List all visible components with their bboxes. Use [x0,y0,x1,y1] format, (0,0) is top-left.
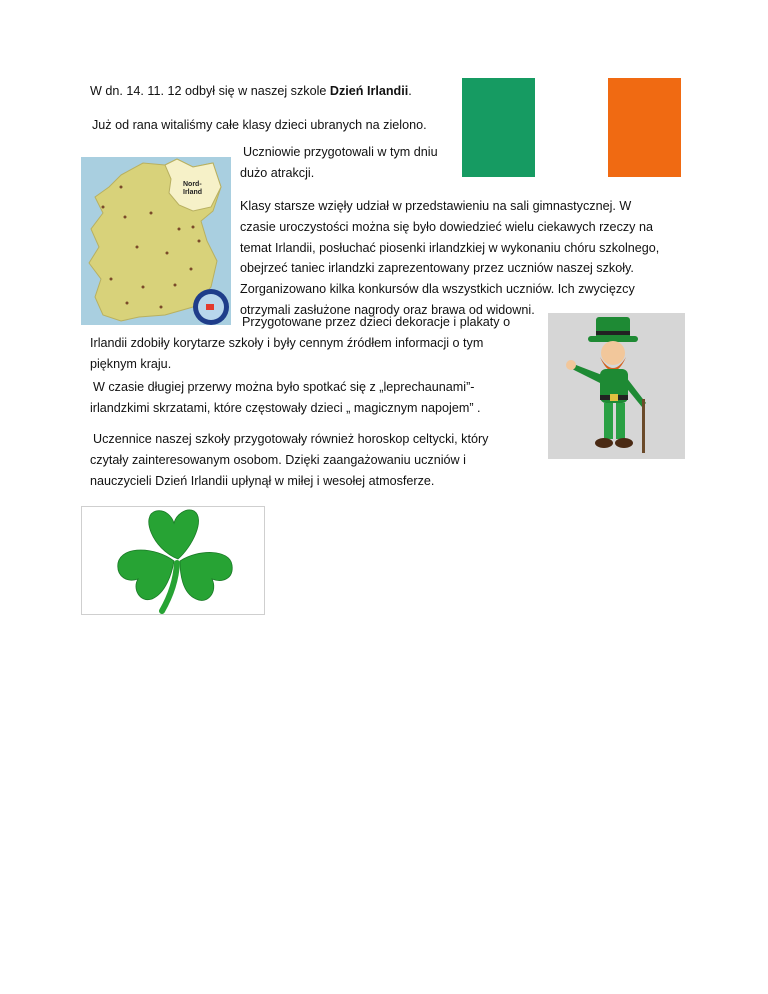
irish-flag-image [462,78,681,177]
paragraph-performance [240,196,659,321]
map-label-north-ireland: Nord- Irland [183,181,203,196]
intro-text-after: . [408,84,412,98]
paragraph-leprechauns [90,377,481,419]
text-line: W czasie długiej przerwy można było spotkać się z „leprechaunami”- [93,380,475,394]
text-line: otrzymali zasłużone nagrody oraz brawa od widowni. [240,302,535,317]
text-line: Przygotowane przez dzieci dekoracje i plakaty o [242,315,511,329]
flag-orange-stripe [608,78,681,177]
text-line: Uczniowie przygotowali w tym dniu [243,145,438,159]
text-line: Klasy starsze wzięły udział w przedstawieniu na sali gimnastycznej. W [240,199,632,213]
ireland-map-image [81,157,231,325]
text-line: pięknym kraju. [90,356,172,371]
flag-white-stripe [535,78,608,177]
paragraph-intro [90,81,412,102]
text-line: Uczennice naszej szkoły przygotowały również horoskop celtycki, który [93,432,489,446]
text-line: nauczycieli Dzień Irlandii upłynął w miłej i wesołej atmosferze. [90,473,435,488]
shamrock-image [81,506,265,615]
text-line: czytały zainteresowanym osobom. Dzięki zaangażowaniu uczniów i [90,452,466,467]
shamrock-graphic [82,507,265,615]
flag-green-stripe [462,78,535,177]
paragraph-attractions [240,142,438,184]
text-line: Zorganizowano kilka konkursów dla wszystkich uczniów. Ich zwycięzcy [240,282,635,297]
text-line: dużo atrakcji. [240,165,315,180]
paragraph-decorations [90,312,510,374]
text-line: Irlandii zdobiły korytarze szkoły i były cennym źródłem informacji o tym [90,335,484,350]
text-line: czasie uroczystości można się było dowiedzieć wielu ciekawych rzeczy na [240,219,653,234]
paragraph-horoscope [90,429,488,491]
text-line: irlandzkimi skrzatami, które częstowały dzieci „ magicznym napojem” . [90,400,481,415]
intro-text-bold: Dzień Irlandii [329,84,409,98]
paragraph-green-clothes: Już od rana witaliśmy całe klasy dzieci ubranych na zielono. [92,118,427,132]
intro-text-before: W dn. 14. 11. 12 odbył się w naszej szkole [90,84,330,98]
leprechaun-image [548,313,685,459]
ireland-map-graphic [81,157,231,325]
leprechaun-graphic [548,313,685,459]
text-line: temat Irlandii, posłuchać piosenki irlandzkiej w wykonaniu chóru szkolnego, [240,240,660,255]
text-line: obejrzeć taniec irlandzki zaprezentowany przez uczniów naszej szkoły. [240,261,634,276]
